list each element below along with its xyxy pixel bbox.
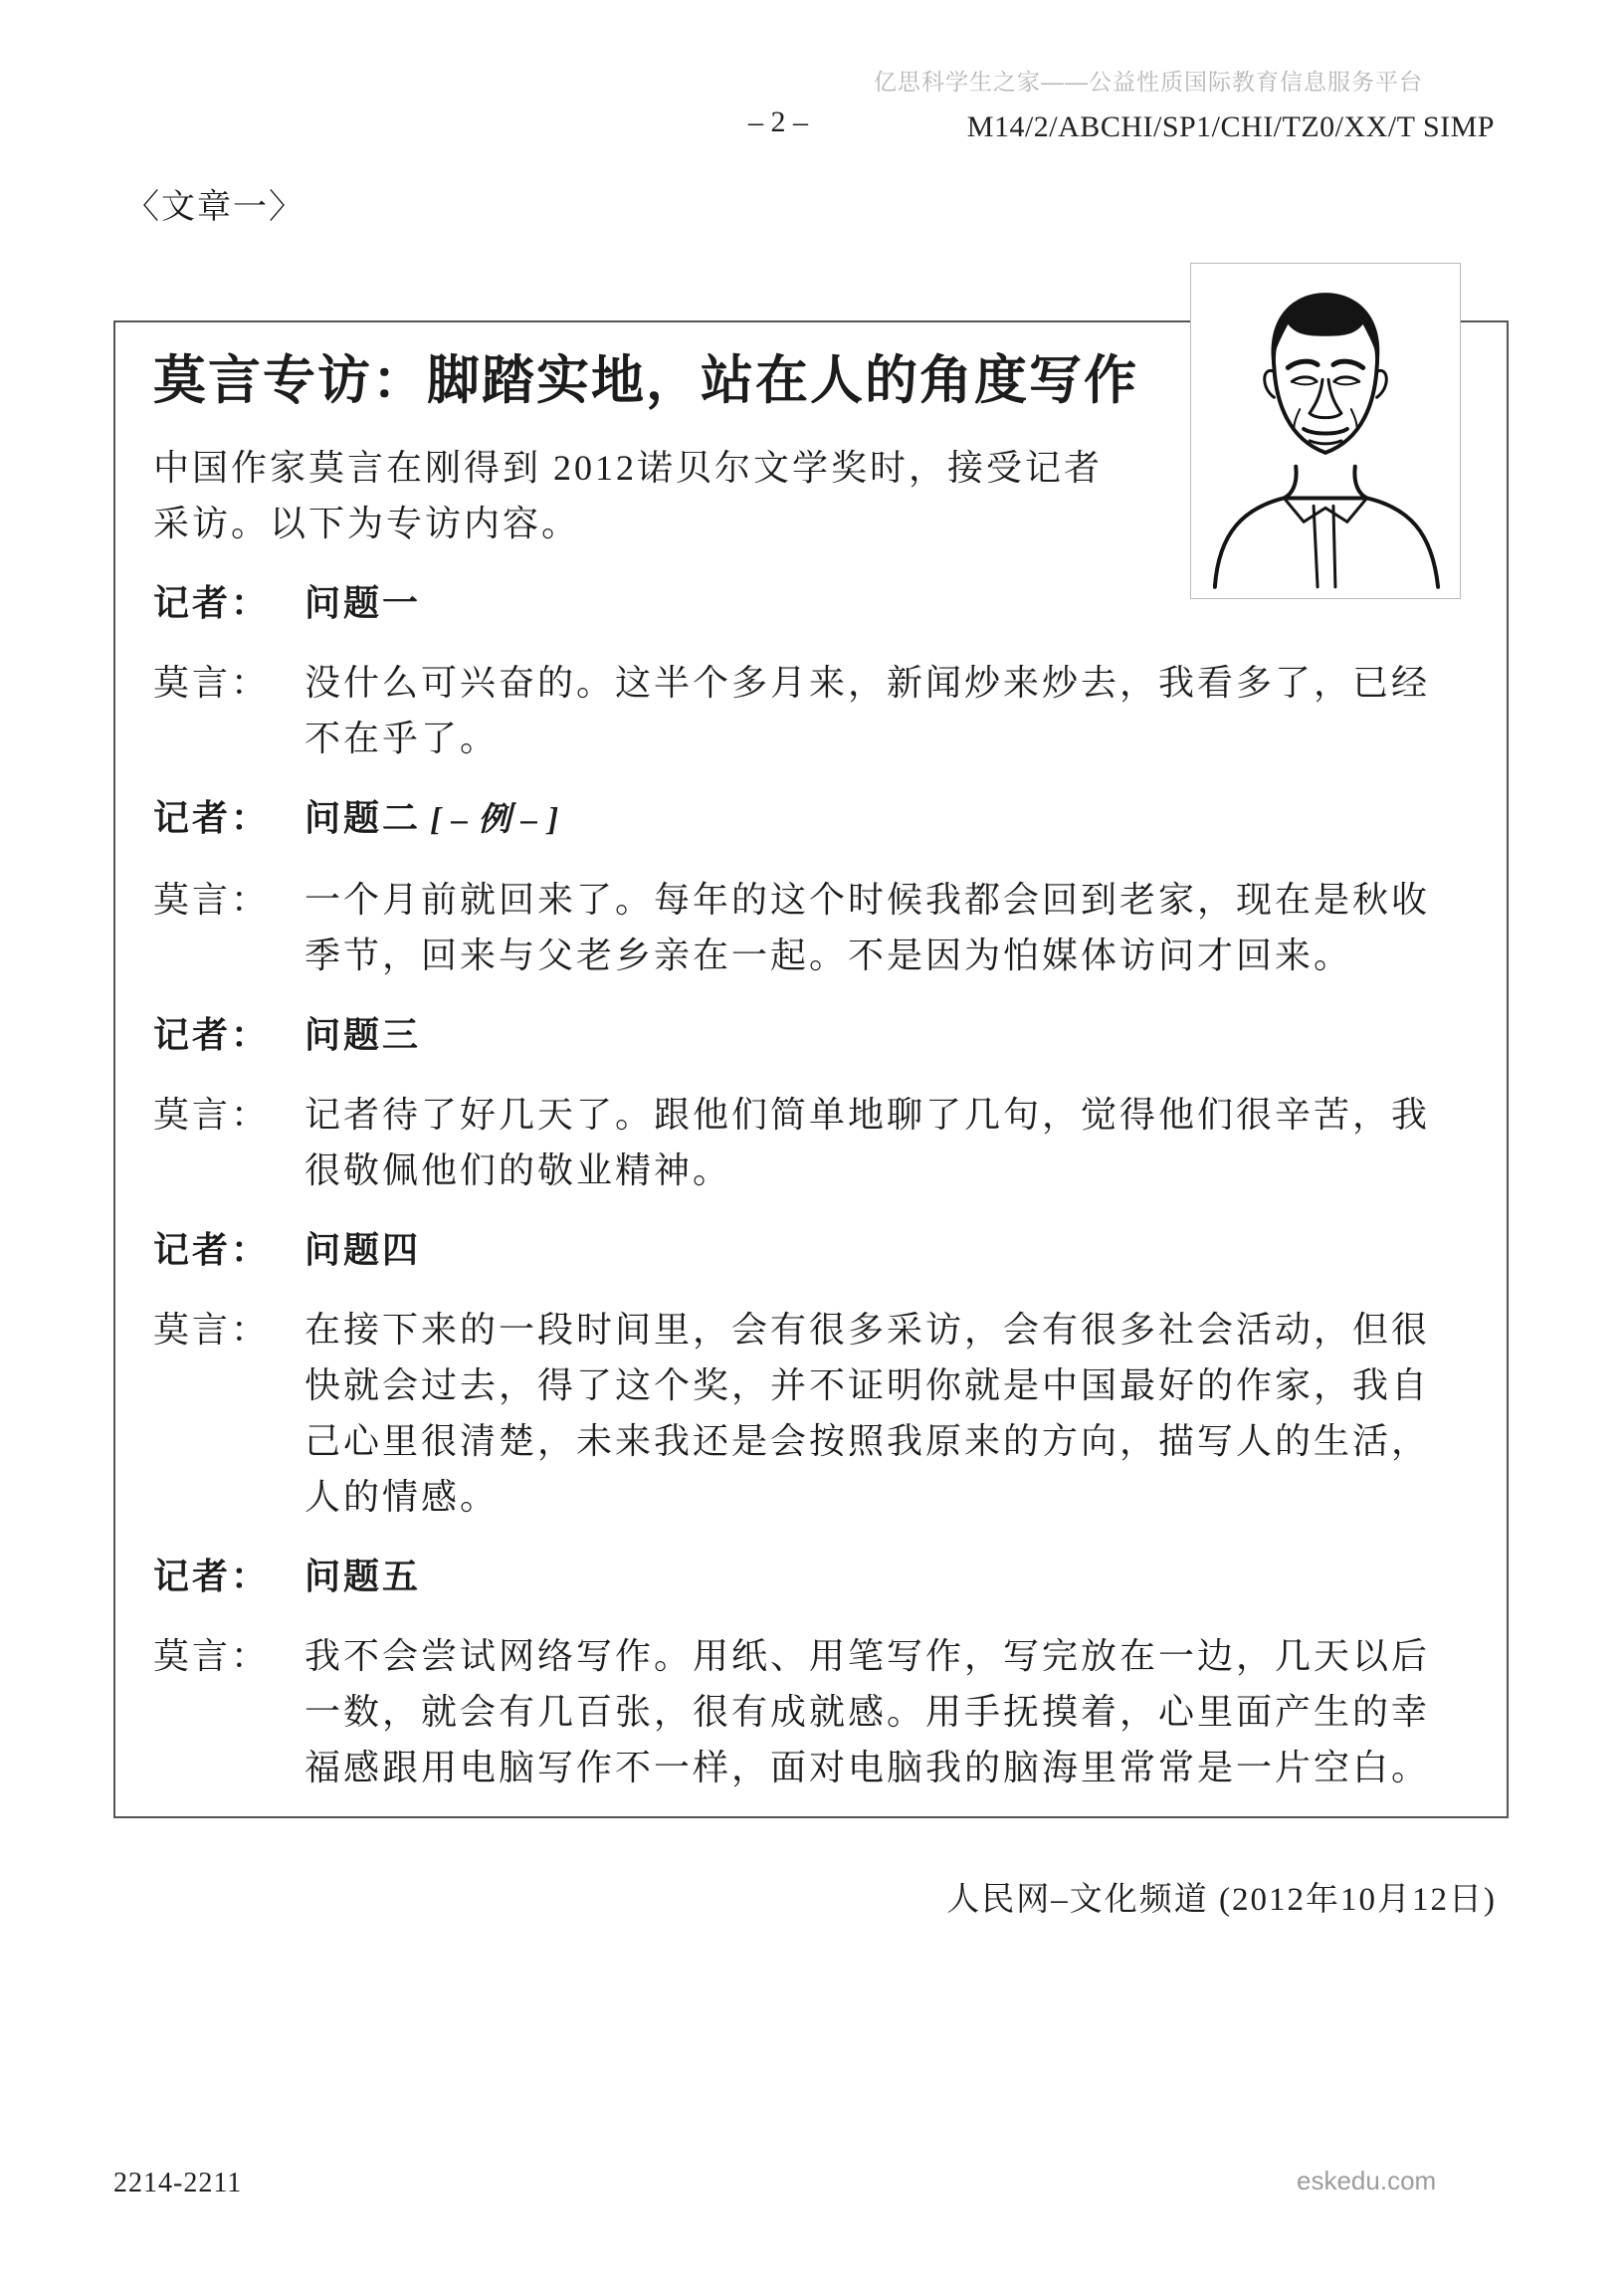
speaker-label: 记者： bbox=[153, 798, 271, 839]
answer-row bbox=[153, 655, 1467, 766]
speaker-label: 莫言： bbox=[153, 880, 271, 921]
speaker-label: 莫言： bbox=[153, 1095, 271, 1136]
paper-code: M14/2/ABCHI/SP1/CHI/TZ0/XX/T SIMP bbox=[966, 110, 1495, 143]
answer-text: 一个月前就回来了。每年的这个时候我都会回到老家，现在是秋收季节，回来与父老乡亲在一起。不是因为怕媒体访问才回来。 bbox=[304, 880, 1431, 976]
answer-text: 在接下来的一段时间里，会有很多采访，会有很多社会活动，但很快就会过去，得了这个奖，并不证明你就是中国最好的作家，我自己心里很清楚，未来我还是会按照我原来的方向，描写人的生活，人的情感。 bbox=[304, 1310, 1431, 1518]
question-text: 问题五 bbox=[304, 1557, 422, 1597]
article-title: 莫言专访：脚踏实地，站在人的角度写作 bbox=[153, 352, 1138, 410]
source-attribution: 人民网–文化频道 (2012年10月12日) bbox=[946, 1882, 1497, 1918]
speaker-label: 记者： bbox=[153, 1015, 271, 1056]
page-number: – 2 – bbox=[748, 105, 808, 138]
speaker-label: 莫言： bbox=[153, 1310, 271, 1351]
moyan-portrait bbox=[1190, 263, 1461, 599]
question-text: 问题三 bbox=[304, 1015, 422, 1056]
section-label: 〈文章一〉 bbox=[125, 189, 304, 226]
portrait-drawing bbox=[1197, 270, 1454, 592]
qa-list bbox=[153, 575, 1467, 1795]
example-note: [ – 例 – ] bbox=[421, 802, 560, 839]
speaker-label: 记者： bbox=[153, 583, 271, 624]
answer-text: 记者待了好几天了。跟他们简单地聊了几句，觉得他们很辛苦，我很敬佩他们的敬业精神。 bbox=[304, 1095, 1431, 1191]
answer-row bbox=[153, 1087, 1467, 1198]
answer-text: 没什么可兴奋的。这半个多月来，新闻炒来炒去，我看多了，已经不在乎了。 bbox=[304, 663, 1431, 759]
speaker-label: 莫言： bbox=[153, 1636, 271, 1677]
speaker-label: 记者： bbox=[153, 1557, 271, 1597]
speaker-label: 记者： bbox=[153, 1230, 271, 1271]
question-text: 问题四 bbox=[304, 1230, 422, 1271]
question-row bbox=[153, 790, 1467, 848]
answer-row bbox=[153, 872, 1467, 983]
answer-row bbox=[153, 1302, 1467, 1525]
answer-text: 我不会尝试网络写作。用纸、用笔写作，写完放在一边，几天以后一数，就会有几百张，很有成就感。用手抚摸着，心里面产生的幸福感跟用电脑写作不一样，面对电脑我的脑海里常常是一片空白。 bbox=[304, 1636, 1431, 1788]
answer-row bbox=[153, 1628, 1467, 1795]
website-watermark: eskedu.com bbox=[1297, 2166, 1437, 2195]
speaker-label: 莫言： bbox=[153, 663, 271, 704]
question-text: 问题一 bbox=[304, 583, 422, 624]
page-header bbox=[874, 64, 1495, 144]
question-text: 问题二 [ – 例 – ] bbox=[304, 798, 560, 839]
article-intro: 中国作家莫言在刚得到 2012诺贝尔文学奖时，接受记者采访。以下为专访内容。 bbox=[153, 448, 1104, 544]
question-row bbox=[153, 1007, 1467, 1063]
watermark-text: 亿思科学生之家——公益性质国际教育信息服务平台 bbox=[874, 69, 1423, 95]
question-row bbox=[153, 1549, 1467, 1604]
question-row bbox=[153, 1222, 1467, 1278]
paper-reference-number: 2214-2211 bbox=[113, 2168, 243, 2198]
